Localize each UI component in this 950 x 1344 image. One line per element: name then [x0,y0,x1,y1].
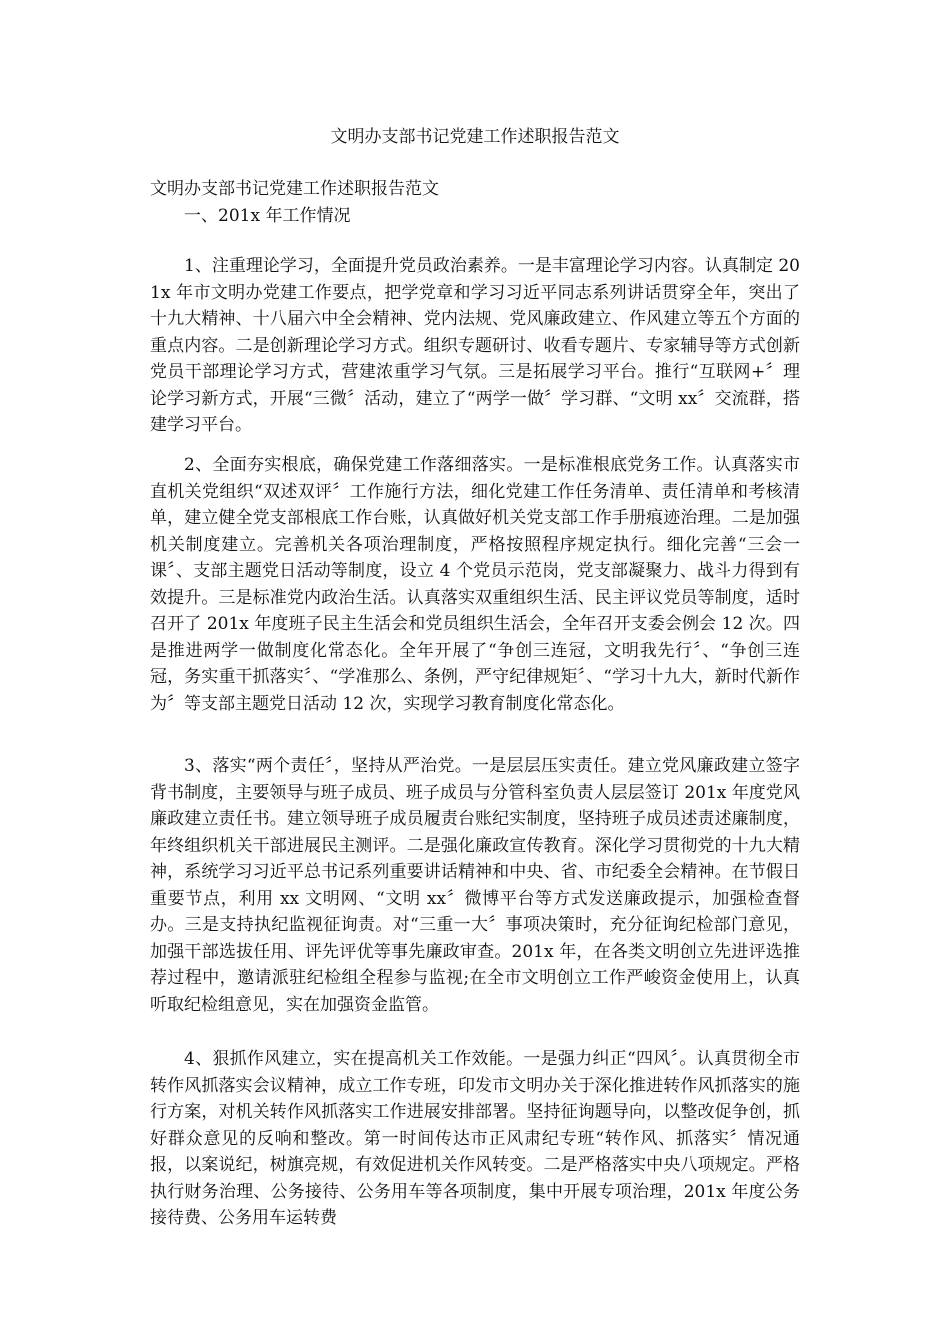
document-page [150,0,800,1344]
paragraph-1: 1、注重理论学习，全面提升党员政治素养。一是丰富理论学习内容。认真制定 201x 年市文明办党建工作要点，把学党章和学习习近平同志系列讲话贯穿全年，突出了十九大精神、十八届六中全会精神、党内法规、党风廉政建立、作风建立等五个方面的重点内容。二是创新理论学习方式。组织专题研讨、收看专题片、专家辅导等方式创新党员干部理论学习方式，营建浓重学习气氛。三是拓展学习平台。推行“互联网+〞理论学习新方式，开展“三微〞活动，建立了“两学一做〞学习群、“文明 xx〞交流群，搭建学习平台。 [150,256,800,435]
paragraph-3: 3、落实“两个责任〞，坚持从严治党。一是层层压实责任。建立党风廉政建立签字背书制度，主要领导与班子成员、班子成员与分管科室负责人层层签订 201x 年度党风廉政建立责任书。建立领导班子成员履责台账纪实制度，坚持班子成员述责述廉制度，年终组织机关干部进展民主测评。二是强化廉政宣传教育。深化学习贯彻党的十九大精神，系统学习习近平总书记系列重要讲话精神和中央、省、市纪委全会精神。在节假日重要节点，利用 xx 文明网、“文明 xx〞微博平台等方式发送廉政提示，加强检查督办。三是支持执纪监视征询责。对“三重一大〞事项决策时，充分征询纪检部门意见，加强干部选拔任用、评先评优等事先廉政审查。201x 年，在各类文明创立先进评选推荐过程中，邀请派驻纪检组全程参与监视;在全市文明创立工作严峻资金使用上，认真听取纪检组意见，实在加强资金监管。 [150,756,800,1015]
section-heading: 一、201x 年工作情况 [184,206,351,226]
paragraph-2: 2、全面夯实根底，确保党建工作落细落实。一是标准根底党务工作。认真落实市直机关党组织“双述双评〞工作施行方法，细化党建工作任务清单、责任清单和考核清单，建立健全党支部根底工作台账，认真做好机关党支部工作手册痕迹治理。二是加强机关制度建立。完善机关各项治理制度，严格按照程序规定执行。细化完善“三会一课〞、支部主题党日活动等制度，设立 4 个党员示范岗，党支部凝聚力、战斗力得到有效提升。三是标准党内政治生活。认真落实双重组织生活、民主评议党员等制度，适时召开了 201x 年度班子民主生活会和党员组织生活会，全年召开支委会例会 12 次。四是推进两学一做制度化常态化。全年开展了“争创三连冠，文明我先行〞、“争创三连冠，务实重干抓落实〞、“学准那么、条例，严守纪律规矩〞、“学习十九大，新时代新作为〞等支部主题党日活动 12 次，实现学习教育制度化常态化。 [150,455,800,714]
document-subtitle: 文明办支部书记党建工作述职报告范文 [150,179,439,199]
paragraph-4: 4、狠抓作风建立，实在提高机关工作效能。一是强力纠正“四风〞。认真贯彻全市转作风抓落实会议精神，成立工作专班，印发市文明办关于深化推进转作风抓落实的施行方案，对机关转作风抓落实工作进展安排部署。坚持征询题导向，以整改促争创，抓好群众意见的反响和整改。第一时间传达市正风肃纪专班“转作风、抓落实〞情况通报，以案说纪，树旗亮规，有效促进机关作风转变。二是严格落实中央八项规定。严格执行财务治理、公务接待、公务用车等各项制度，集中开展专项治理，201x 年度公务接待费、公务用车运转费 [150,1049,800,1228]
document-title: 文明办支部书记党建工作述职报告范文 [330,127,620,147]
